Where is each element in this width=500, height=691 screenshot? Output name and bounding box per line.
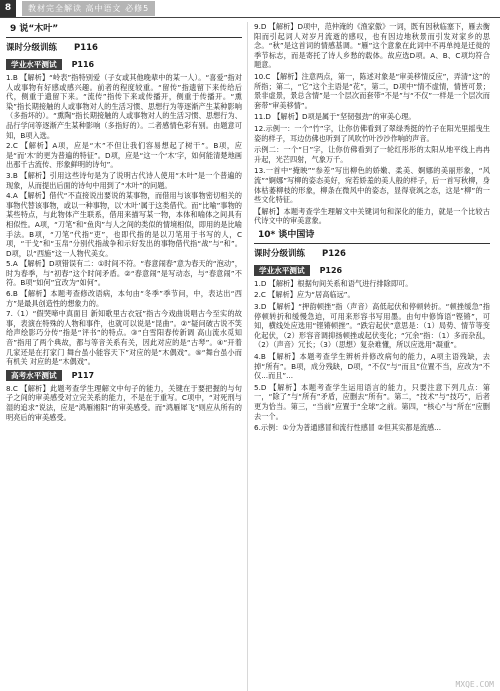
answer-paragraph: 5.A 【解析】D项错误有二：①时间不符。“春意闹春”意为春天的“泡动”，时为春季，与“初春”这个时间矛盾。②“春意闹”是写动态，与“春意闹”不符。B项“如何”宜改为“如何”。 [6,259,242,288]
right-column [254,22,490,691]
watermark: MXQE.COM [455,680,494,689]
answer-paragraph: 4.A 【解析】借代“不直接说出要说的某事物，而借用与该事物密切相关的事物代替该事物，或以一种事物，以‘木叶’属于这类借代。而“比喻”事物的某些特点，与此物体产生联系，借用来描写某一物，本体和喻体之间具有相似性。A项，“刀笔”和“鱼肉”与人之间的类似的情境相似，即用的是比喻手法。B项，“刀笔”代指“吏”，也即代指的是以刀笔用于书写的人，C项，“干戈”和“玉帛”分别代指战争和示好发出的事物借代指“战”与“和”。D项，以“西施”这一人物代美女。 [6,191,242,258]
badge-row [6,368,242,384]
answer-paragraph: 1.D 【解析】根据句间关系和语气进行排除即可。 [254,278,413,288]
answer-paragraph: 6.示例：①分为普通感冒和流行性感冒 ②但其实都是流感... [254,423,442,433]
answer-paragraph: 11.D 【解析】D项是属于“坚韧强劲”的审美心理。 [254,112,416,122]
answer-paragraph: 8.C 【解析】此题考查学生理解文中句子的能力，关键在于要把握的与句子之间的审美感受对立完关系的能力，不是在于重写。C项中，“对死刑与湿的追求”说法，应是“鸿雁湘阳”的审美感受。而“鸿雁犀飞”则应从所有的明亮后的审美感受。 [6,383,242,422]
left-column [6,22,242,691]
badge-row [6,57,242,73]
section-title [254,248,490,260]
answer-paragraph: 13.一首中“掩映”“参差”写出柳色的娇嫩、柔美、婀娜的美丽形象，“风流”“婀娜”写柳的姿态美好，宛若娇羞的美人般的样子，后一首写秋柳，身体枯萎柳枝的形象，柳条在微风中的姿态，显得衰飒之态，这是“柳”的一些文化特征。 [254,166,490,205]
test-level-badge: 高考水平测试 [6,370,62,381]
answer-paragraph: 7.（1）“假哭啼中真面目 新知歌里古衣冠”指古今戏曲说唱古今至实的故事，表演在特殊的人物和事件，也就可以说是“昆曲”。②“疑问破古说不笑 给声绘影巧分传”指是“评书”的特点。③“白雪阳春传新调 高山流水觅知音”指用了两个典故，都与等音关系有关，因此对应的是“古琴”。④“开着几家还是在打家门 舞台虽小能容天下”对应的是“木偶戏”。⑤“舞台虽小而有机关 对应的是“木偶戏”。 [6,309,242,367]
answer-paragraph: 4.B 【解析】本题考查学生辨析并修改病句的能力，A项主语残缺，去掉“所有”。B项，成分残缺，D项，“不仅”与“而且”位置不当，应改为“不仅...而且”... [254,352,490,381]
answer-paragraph: 2.C 【解析】应为“居高临远”。 [254,290,355,300]
section-page: P116 [73,43,98,53]
answer-paragraph: 3.D 【解析】“押韵顿挫”指（声音）高低起伏和停顿转折。“顿挫缓急”指停顿转折和缓慢急迫，可用来形容书写用墨。由句中修饰语“铿锵”，可知，横线处应选用“铿锵顿挫”。“跌宕起伏”意思是：（1）局势、情节等变化起伏，（2）形容音调抑扬顿挫或起伏变化；“冗余”指：（1）多而杂乱，（2）（声音）冗长；（3）（思想）复杂难懂，所以应选用“凝重”。 [254,302,490,350]
badge-page: P126 [319,266,343,276]
answer-paragraph: 6.B 【解析】本题考查修改语病，本句由“冬季”季节问，中，表达出“西方”是最具创造性的想象力的。 [6,289,242,308]
answer-paragraph: 【解析】本题考查学生理解文中关键词句和深化的能力，就是一个比较古代诗文中的审美意象。 [254,206,490,226]
badge-row [254,263,490,279]
answer-paragraph: 12.示例一：一个“竹”字，让你仿佛看到了翠绿秀挺的竹子在阳光里摇曳生姿的样子，耳边仿佛也听到了风吹竹叶沙沙作响的声音。 [254,123,490,143]
section-page: P126 [321,248,346,259]
test-level-badge: 学业水平测试 [6,59,62,70]
section-title-text: 课时分级训练 [254,248,306,259]
book-title: 教材完全解读 高中语文 必修5 [22,1,155,16]
answer-paragraph: 1.B 【解析】“岭表”指特别爱（子女或其他晚辈中的某一人）。“喜爱”指对人或事物有好感或感兴趣。前者的程度较重。“留传”指遗留下来传给后代，侧重于遗留下来。“流传”指传下来或传播开，侧重于传播开。“熏染”指长期接触的人或事物对人的生活习惯、思想行为等逐渐产生某种影响（多指坏的）。“熏陶”指长期接触的人或事物对人的生活习惯、思想行为、品行学问等逐渐产生某种影响（多指好的）。二者感情色彩有别。由题意可知，B项入选。 [6,73,242,140]
lesson-title: 10* 谈中国诗 [254,228,490,244]
test-level-badge: 学业水平测试 [254,265,310,276]
header-rule [0,17,500,18]
badge-page: P117 [71,371,95,381]
page-number: 8 [0,0,16,17]
page-header [0,0,500,17]
answer-paragraph: 3.B 【解析】引用这些诗句是为了说明古代诗人使用“木叶”是一个普遍的现象，从而提出后面的诗句中用到了“木叶”的问题。 [6,170,242,190]
column-divider [247,22,248,691]
answer-paragraph: 5.D 【解析】本题考查学生运用语言的能力，只要注意下列几点：第一，“除了”与“所有”矛盾，应删去“所有”。第二，“技术”与“技巧”，后者更为恰当。第三，“当前”应置于“全球”之前。第四，“核心”与“所在”应删去一个。 [254,382,490,421]
answer-paragraph: 9.D 【解析】D项中，范仲淹的《渔家傲》一词，既有因秋临塞下，雁去衡阳而引起词人对岁月流逝的感叹，也有因边地秋景而引发对家乡的思念。“秋”是这首词的情感基调。“雁”这个意象在此词中不再单纯是迁徙的季节标志，而是寄托了诗人乡愁的载体。故应选D项。A、B、C项均符合题意。 [254,22,490,70]
badge-page: P116 [71,60,95,70]
section-title-text: 课时分级训练 [6,43,58,53]
answer-paragraph: 示例二：一个“日”字，让你仿佛看到了一轮红彤彤的太阳从地平线上冉冉升起，光芒四射，气象万千。 [254,145,490,164]
lesson-title: 9 说“木叶” [6,22,242,38]
answer-paragraph: 2.C 【解析】A项，应是“木”不但让我们容易想起了树干”。B项，应是“而‘木’的更为普遍的特征”。D项，应是“这一个‘木’字，如何能清楚地画出那千古流传、形象鲜明的诗句”。 [6,141,242,170]
section-title [6,42,242,54]
answer-paragraph: 10.C 【解析】注意两点，第一，陈述对象是“审美移情反应”，弄清“这”的所指；第二，“它”这个主语是“花”，第二，D项中“情不虚情，情皆可景；景非虚景，景总含情”是一个层次而套带“不是”与“不仅”一样是一个层次而套带“审美移情”。 [254,71,490,110]
